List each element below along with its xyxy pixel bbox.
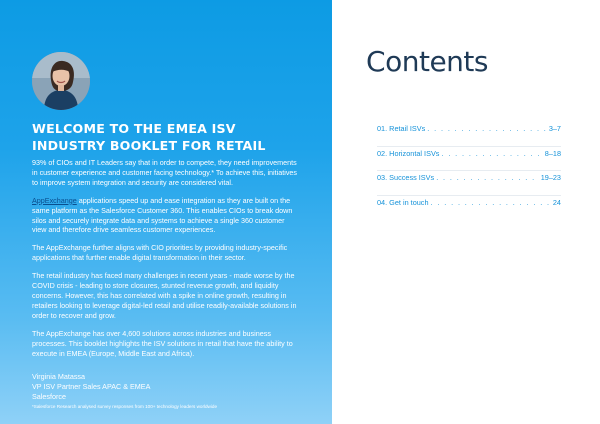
toc-leader-dots: [431, 198, 551, 207]
intro-body: [32, 158, 300, 402]
table-of-contents: [377, 122, 561, 220]
toc-leader-dots: [436, 173, 539, 182]
signature-name: Virginia Matassa: [32, 372, 86, 382]
toc-item-label: 04. Get in touch: [377, 197, 429, 207]
intro-paragraph-appexchange: [32, 196, 300, 236]
toc-item-pages: 3–7: [548, 124, 561, 133]
appexchange-paragraph-text: applications speed up and ease integration as they are built on the same platform as the Salesforce Customer 360. This enables CIOs to break down silos and securely integrate data and systems to achieve a single 360 customer view and therefore drive seamless customer experiences.: [32, 195, 293, 235]
appexchange-link[interactable]: AppExchange: [32, 195, 77, 205]
toc-item-retail-isvs[interactable]: [377, 122, 561, 147]
author-avatar: [32, 52, 90, 110]
intro-paragraph-priorities: The AppExchange further aligns with CIO priorities by providing industry-specific applications that further enable digital transformation in their sector.: [32, 243, 288, 263]
intro-heading: WELCOME TO THE EMEA ISV INDUSTRY BOOKLET FOR RETAIL: [32, 121, 266, 153]
author-photo-icon: [32, 52, 90, 110]
toc-leader-dots: [441, 149, 542, 158]
signature-company: Salesforce: [32, 392, 66, 402]
footnote: *Salesforce Research analysed survey responses from 100+ technology leaders worldwide: [32, 404, 217, 409]
signature-block: [32, 372, 300, 402]
contents-panel: [332, 0, 600, 424]
intro-paragraph-retail: The retail industry has faced many challenges in recent years - made worse by the COVID crisis - leading to store closures, stunted revenue growth, and liquidity concerns. However, this has correlated with a spike in online growth, resulting in retailers looking to leverage digital-led retail and utilise readily-available solutions in order to recover and grow.: [32, 271, 297, 320]
toc-item-get-in-touch[interactable]: [377, 196, 561, 221]
toc-item-pages: 8–18: [544, 148, 561, 158]
toc-leader-dots: [427, 124, 547, 133]
toc-item-pages: 24: [552, 197, 561, 207]
toc-item-label: 01. Retail ISVs: [377, 124, 426, 133]
contents-title: Contents: [366, 45, 488, 78]
toc-item-success-isvs[interactable]: [377, 171, 561, 196]
toc-item-horizontal-isvs[interactable]: [377, 147, 561, 172]
intro-paragraph-solutions: The AppExchange has over 4,600 solutions across industries and business processes. This booklet highlights the ISV solutions in retail that have the ability to execute in EMEA (Europe, Middle East and Africa).: [32, 328, 293, 358]
signature-title: VP ISV Partner Sales APAC & EMEA: [32, 382, 151, 392]
intro-paragraph-cio: 93% of CIOs and IT Leaders say that in order to compete, they need improvements in customer experience and customer facing technology.* To achieve this, initiatives to improve system integration and security are considered vital.: [32, 158, 298, 187]
toc-item-label: 03. Success ISVs: [377, 173, 435, 182]
toc-item-label: 02. Horizontal ISVs: [377, 148, 440, 158]
toc-item-pages: 19–23: [540, 173, 561, 182]
